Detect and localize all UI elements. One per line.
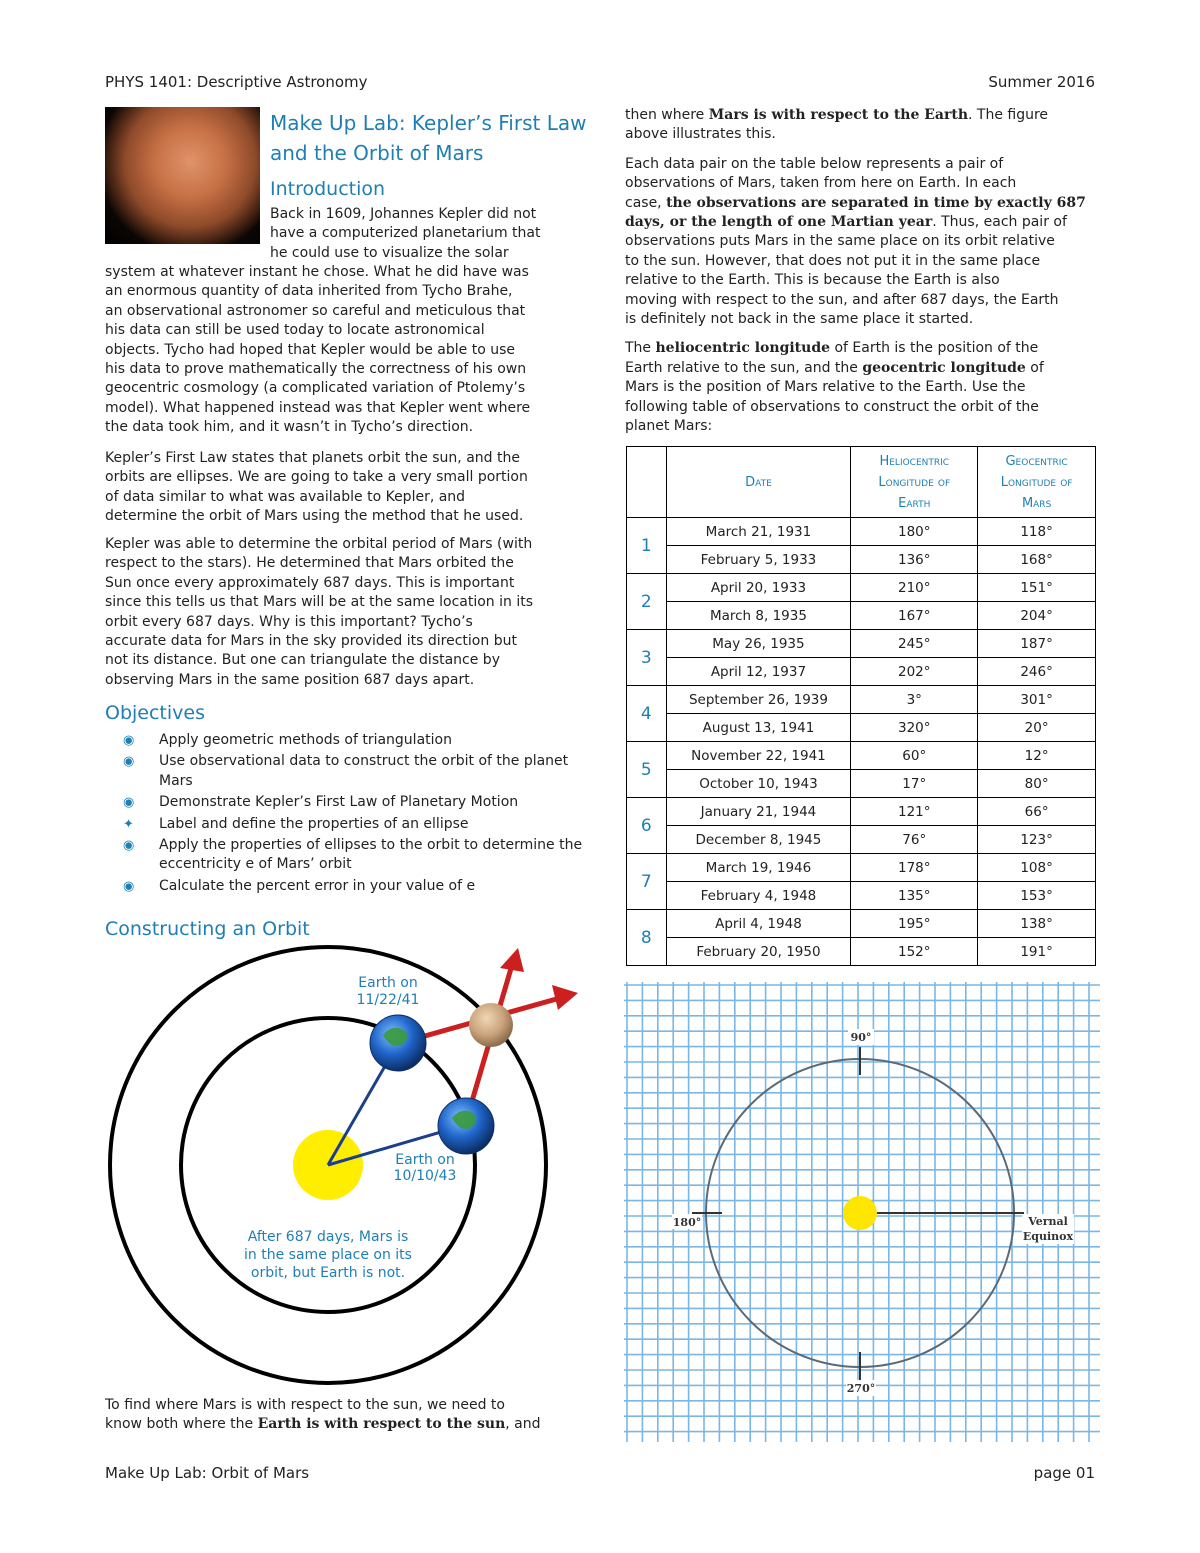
objectives-list [105,731,585,896]
intro-line: his data to prove mathematically the correctness of his own [105,361,527,378]
bold-span: the observations are separated in time by exactly 687 [666,194,1086,211]
cell-geo: 80° [978,770,1096,798]
pair-number: 8 [627,910,667,966]
para-line: observing Mars in the same position 687 days apart. [105,671,475,688]
bullet-icon: ◉ [123,838,135,854]
constructing-paragraph [105,1396,585,1435]
cell-helio: 76° [851,826,978,854]
para-line: following table of observations to construct the orbit of the [625,398,1039,415]
table-row [627,854,1096,882]
para-line: orbit every 687 days. Why is this important? Tycho’s [105,613,473,630]
para-line [625,339,1100,358]
table-row [627,826,1096,854]
cell-geo: 20° [978,714,1096,742]
orbit-figure [100,940,590,1395]
header-course: PHYS 1401: Descriptive Astronomy [105,73,368,91]
table-row [627,938,1096,966]
geo-header [978,447,1096,518]
objectives-list-wrap [105,731,585,898]
table-row [627,770,1096,798]
pair-number: 3 [627,630,667,686]
objective-text: Calculate the percent error in your value of e [159,877,476,894]
header-line: Earth [898,495,931,511]
cell-helio: 136° [851,546,978,574]
text-span: know both where the [105,1416,258,1433]
pair-number: 6 [627,798,667,854]
earth2-label-a: Earth on [395,1152,455,1168]
bullet-icon: ◉ [123,795,135,811]
cell-helio: 178° [851,854,978,882]
cell-geo: 246° [978,658,1096,686]
intro-line: objects. Tycho had hoped that Kepler would be able to use [105,341,515,358]
cell-geo: 151° [978,574,1096,602]
bullet-icon: ◉ [123,754,135,770]
para-line: moving with respect to the sun, and after 687 days, the Earth [625,291,1059,308]
para-line: Mars is the position of Mars relative to the Earth. Use the [625,379,1026,396]
text-span: . The figure [968,107,1049,123]
objective-text: Apply geometric methods of triangulation [159,732,452,748]
objective-item [105,836,585,875]
intro-line: an observational astronomer so careful and meticulous that [105,302,526,319]
para-line [625,213,1100,232]
para-line: accurate data for Mars in the sky provided its direction but [105,633,517,650]
text-span: Earth relative to the sun, and the [625,359,863,376]
cell-geo: 12° [978,742,1096,770]
mars-photo [105,107,260,244]
cell-geo: 66° [978,798,1096,826]
bold-span: Earth is with respect to the sun [257,1416,506,1433]
cell-helio: 17° [851,770,978,798]
para-line: orbits are ellipses. We are going to take a very small portion [105,469,528,486]
cell-helio: 135° [851,882,978,910]
intro-line: geocentric cosmology (a complicated variation of Ptolemy’s [105,380,526,397]
cell-date: April 12, 1937 [666,658,851,686]
intro-line: he could use to visualize the solar [270,244,509,261]
cell-date: December 8, 1945 [666,826,851,854]
intro-line: the data took him, and it wasn’t in Tycho’s direction. [105,419,474,436]
cell-date: April 20, 1933 [666,574,851,602]
vernal-label-2: Equinox [1022,1230,1074,1243]
intro-line: system at whatever instant he chose. What he did have was [105,264,529,280]
cell-date: February 5, 1933 [666,546,851,574]
para-line: Each data pair on the table below represents a pair of [625,155,1004,172]
table-row [627,742,1096,770]
objective-text: Label and define the properties of an ellipse [159,815,469,832]
objective-text: Demonstrate Kepler’s First Law of Planetary Motion [159,794,519,811]
para-line [625,106,1100,125]
text-span: of Earth is the position of the [830,340,1039,357]
helio-header [851,447,978,518]
orbital-period-paragraph [105,535,585,690]
header-term: Summer 2016 [988,73,1095,91]
cell-helio: 210° [851,574,978,602]
cell-helio: 152° [851,938,978,966]
table-row [627,574,1096,602]
para-line: above illustrates this. [625,126,776,143]
cell-helio: 320° [851,714,978,742]
intro-line: Back in 1609, Johannes Kepler did not [270,206,537,222]
lab-title-line1: Make Up Lab: Kepler’s First Law [270,111,587,135]
cell-date: March 21, 1931 [666,518,851,546]
cell-date: April 4, 1948 [666,910,851,938]
objectives-heading: Objectives [105,702,205,724]
cell-geo: 191° [978,938,1096,966]
text-span: then where [625,107,709,123]
objective-text: Use observational data to construct the orbit of the planet Mars [159,753,569,789]
para-line: Kepler’s First Law states that planets orbit the sun, and the [105,450,520,466]
cell-date: February 20, 1950 [666,938,851,966]
table-row [627,630,1096,658]
cell-date: August 13, 1941 [666,714,851,742]
para-line: not its distance. But one can triangulate the distance by [105,652,500,669]
objective-text: Apply the properties of ellipses to the orbit to determine the eccentricity e of Mars’ orbit [159,837,583,873]
cell-helio: 245° [851,630,978,658]
pair-number: 5 [627,742,667,798]
table-row [627,714,1096,742]
cell-geo: 187° [978,630,1096,658]
bold-span: geocentric longitude [862,359,1026,376]
bold-span: days, or the length of one Martian year [625,214,933,231]
pair-header [627,447,667,518]
caption-line: in the same place on its [244,1247,412,1263]
cell-date: September 26, 1939 [666,686,851,714]
cell-date: October 10, 1943 [666,770,851,798]
pair-number: 1 [627,518,667,574]
table-row [627,798,1096,826]
earth1-label-a: Earth on [358,975,418,991]
cell-helio: 202° [851,658,978,686]
table-row [627,910,1096,938]
label-90: 90° [850,1031,872,1044]
text-span: , and [505,1416,541,1433]
arrowhead-icon [552,985,578,1010]
cell-geo: 138° [978,910,1096,938]
intro-text [105,263,585,438]
pair-number: 7 [627,854,667,910]
bullet-icon: ◉ [123,878,135,894]
label-180: 180° [672,1216,702,1229]
objective-item [105,877,585,896]
footer-page: page 01 [1033,1464,1095,1482]
caption-line: After 687 days, Mars is [247,1229,409,1245]
para-line: observations puts Mars in the same place on its orbit relative [625,233,1055,250]
lab-title [270,108,586,168]
objective-item [105,731,585,750]
header-line: Longitude of [878,474,951,490]
header-line: Geocentric [1005,453,1068,469]
para-line: observations of Mars, taken from here on Earth. In each [625,175,1017,192]
table-row [627,658,1096,686]
table-row [627,602,1096,630]
kepler-first-law-paragraph [105,449,585,527]
cell-geo: 123° [978,826,1096,854]
para-line: since this tells us that Mars will be at the same location in its [105,594,534,611]
mars-icon [469,1003,513,1047]
table-row [627,686,1096,714]
cell-date: November 22, 1941 [666,742,851,770]
observations-table [626,446,1096,966]
text-span: The [625,340,656,357]
text-span: . Thus, each pair of [932,214,1067,231]
table-row [627,546,1096,574]
objective-item [105,815,585,834]
header-line: Mars [1021,495,1052,511]
table-header-row [627,447,1096,518]
intro-line: an enormous quantity of data inherited from Tycho Brahe, [105,283,513,300]
cell-geo: 153° [978,882,1096,910]
para-line: to the sun. However, that does not put it in the same place [625,252,1041,269]
label-270: 270° [846,1382,876,1395]
text-span: of [1025,359,1044,376]
cell-geo: 204° [978,602,1096,630]
star-bullet-icon: ✦ [123,816,134,832]
para-line: determine the orbit of Mars using the method that he used. [105,508,524,525]
objective-item [105,793,585,812]
orbit-grid-figure [624,982,1100,1442]
cell-helio: 180° [851,518,978,546]
earth2-label-b: 10/10/43 [393,1168,457,1184]
objective-item [105,752,585,791]
pair-number: 4 [627,686,667,742]
header-line: Longitude of [1000,474,1073,490]
lab-title-line2: and the Orbit of Mars [270,141,484,165]
cell-geo: 108° [978,854,1096,882]
para-line [625,359,1100,378]
cell-helio: 3° [851,686,978,714]
header-line: Heliocentric [879,453,950,469]
para-line: of data similar to what was available to Kepler, and [105,488,466,505]
cell-helio: 121° [851,798,978,826]
cell-geo: 118° [978,518,1096,546]
cell-geo: 168° [978,546,1096,574]
text-span: case, [625,194,667,211]
table-body [627,518,1096,966]
para-line: relative to the Earth. This is because the Earth is also [625,272,1000,289]
para-line: planet Mars: [625,418,713,435]
cell-helio: 167° [851,602,978,630]
cell-date: February 4, 1948 [666,882,851,910]
para-line [105,1415,585,1434]
cell-helio: 195° [851,910,978,938]
table-row [627,518,1096,546]
intro-text-indented [270,205,590,263]
bold-span: Mars is with respect to the Earth [708,107,969,123]
intro-line: model). What happened instead was that Kepler went where [105,399,531,416]
pair-number: 2 [627,574,667,630]
cell-helio: 60° [851,742,978,770]
vernal-label-1: Vernal [1028,1215,1068,1228]
para-line: To find where Mars is with respect to the sun, we need to [105,1397,505,1413]
para-line: is definitely not back in the same place it started. [625,311,974,328]
cell-date: March 8, 1935 [666,602,851,630]
intro-line: have a computerized planetarium that [270,225,541,242]
bullet-icon: ◉ [123,733,135,748]
sun-icon [843,1196,877,1230]
bold-span: heliocentric longitude [655,340,831,357]
intro-heading: Introduction [270,178,386,200]
cell-date: May 26, 1935 [666,630,851,658]
para-line [625,194,1100,213]
cell-date: January 21, 1944 [666,798,851,826]
earth1-label-b: 11/22/41 [356,992,420,1008]
constructing-heading: Constructing an Orbit [105,918,310,940]
arrowhead-icon [500,948,524,972]
right-column-text [625,106,1100,437]
footer-title: Make Up Lab: Orbit of Mars [105,1464,310,1482]
table-row [627,882,1096,910]
para-line: Kepler was able to determine the orbital period of Mars (with [105,536,533,552]
cell-geo: 301° [978,686,1096,714]
para-line: respect to the stars). He determined that Mars orbited the [105,555,514,572]
caption-line: orbit, but Earth is not. [250,1265,406,1281]
date-header: Date [666,447,851,518]
intro-line: his data can still be used today to locate astronomical [105,322,485,339]
para-line: Sun once every approximately 687 days. This is important [105,574,515,591]
cell-date: March 19, 1946 [666,854,851,882]
